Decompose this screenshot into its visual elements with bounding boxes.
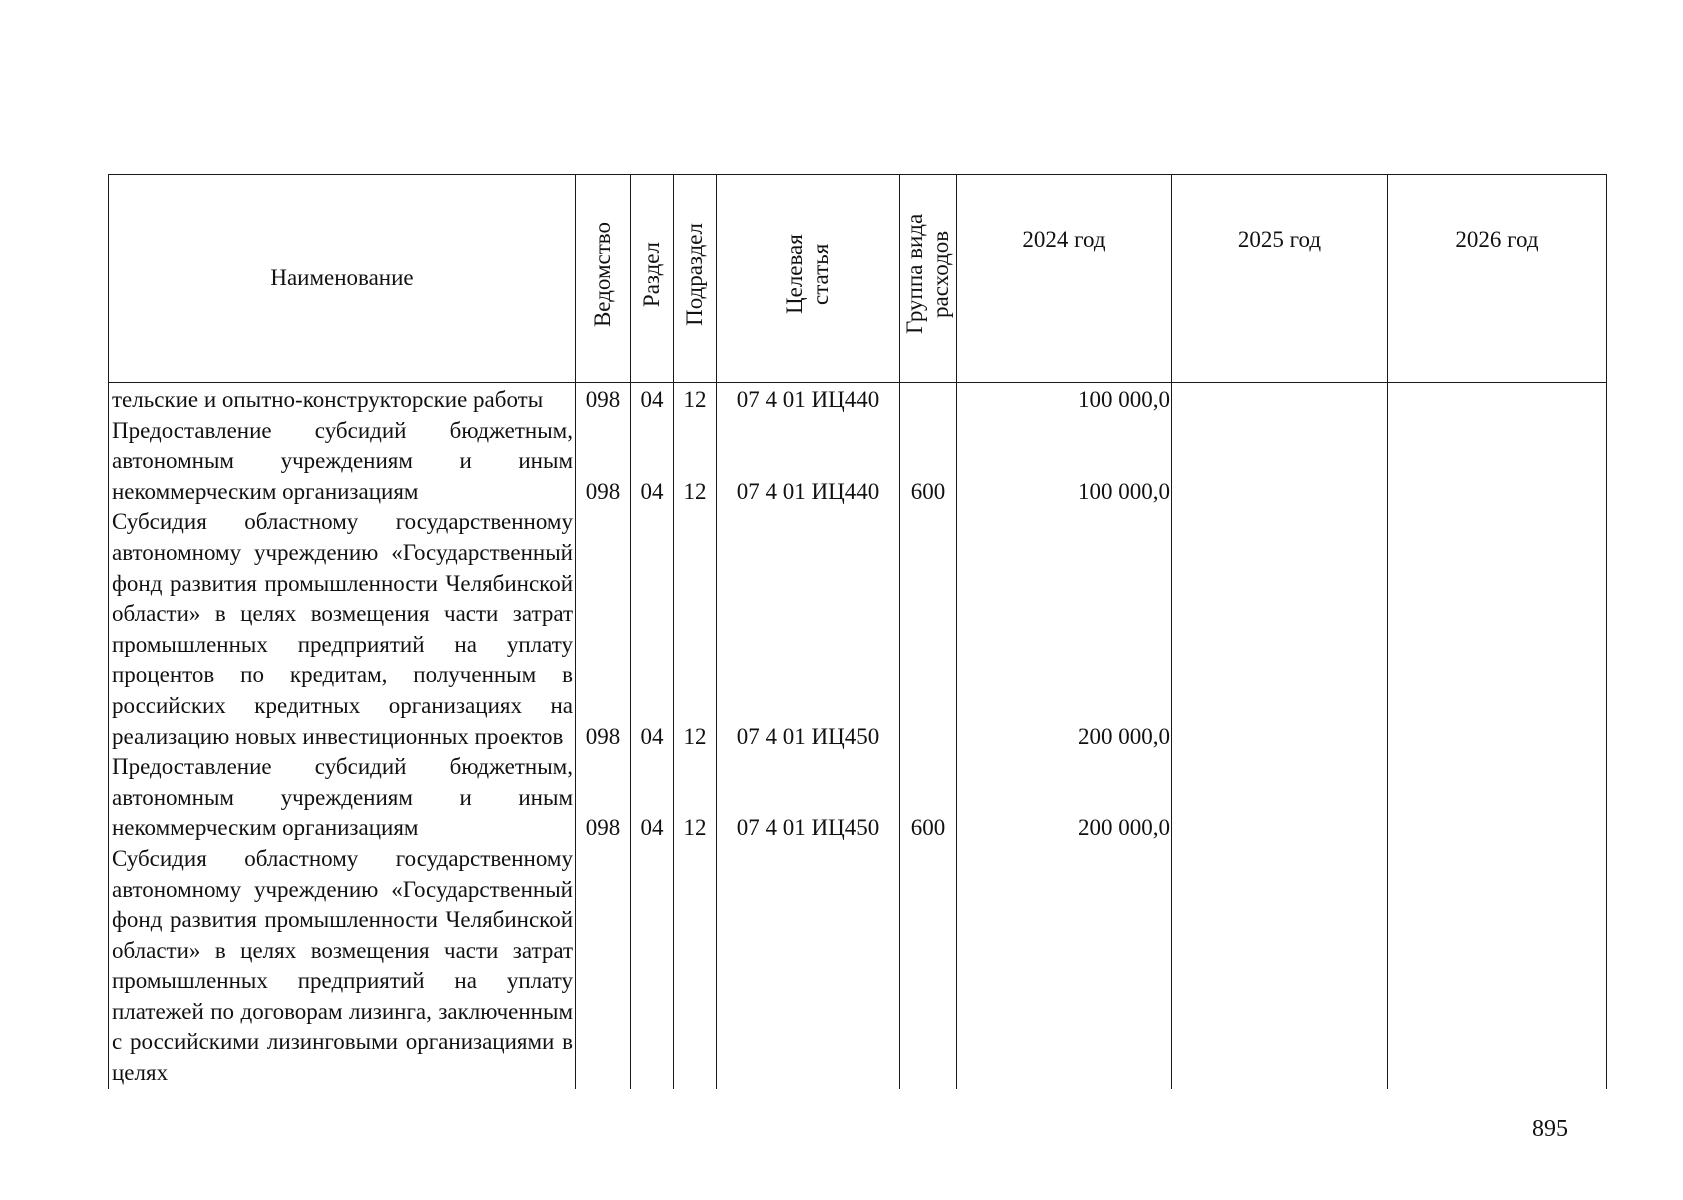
row-subsection — [674, 844, 717, 1089]
header-target: Целевая статья — [717, 175, 900, 383]
row-amount-2025 — [1172, 844, 1388, 1089]
row-amount-2026 — [1388, 507, 1607, 752]
table-row — [109, 752, 1607, 844]
table-row — [109, 416, 1607, 508]
row-amount-2026 — [1388, 383, 1607, 416]
row-section — [631, 844, 674, 1089]
row-amount-2024: 200 000,0 — [957, 507, 1172, 752]
row-name: тельские и опытно-конструкторские работы — [109, 383, 576, 416]
row-subsection: 12 — [674, 416, 717, 508]
budget-table-page — [108, 174, 1606, 1098]
row-amount-2025 — [1172, 507, 1388, 752]
row-section: 04 — [631, 416, 674, 508]
budget-table — [108, 174, 1607, 1089]
header-year-2025: 2025 год — [1172, 175, 1388, 383]
row-exp-group — [900, 507, 957, 752]
row-subsection: 12 — [674, 383, 717, 416]
row-name: Субсидия областному государственному автономному учреждению «Государственный фонд развития промышленности Челябинской области» в целях возмещения части затрат промышленных предприятий на уплату платежей по договорам лизинга, заключенным с российскими лизинговыми организациями в целях — [109, 844, 576, 1089]
row-section: 04 — [631, 752, 674, 844]
row-dept — [576, 844, 631, 1089]
row-amount-2024: 200 000,0 — [957, 752, 1172, 844]
row-dept: 098 — [576, 507, 631, 752]
row-subsection: 12 — [674, 752, 717, 844]
row-target: 07 4 01 ИЦ450 — [717, 752, 900, 844]
row-amount-2025 — [1172, 416, 1388, 508]
row-target: 07 4 01 ИЦ450 — [717, 507, 900, 752]
row-exp-group: 600 — [900, 752, 957, 844]
table-row — [109, 844, 1607, 1089]
row-exp-group — [900, 383, 957, 416]
row-target: 07 4 01 ИЦ440 — [717, 383, 900, 416]
row-subsection: 12 — [674, 507, 717, 752]
row-amount-2025 — [1172, 752, 1388, 844]
row-dept: 098 — [576, 752, 631, 844]
row-name: Предоставление субсидий бюджетным, автономным учреждениям и иным некоммерческим организациям — [109, 752, 576, 844]
header-year-2024: 2024 год — [957, 175, 1172, 383]
row-amount-2024: 100 000,0 — [957, 383, 1172, 416]
row-amount-2026 — [1388, 752, 1607, 844]
row-exp-group — [900, 844, 957, 1089]
page-number: 895 — [1532, 1116, 1568, 1142]
row-amount-2026 — [1388, 416, 1607, 508]
row-exp-group: 600 — [900, 416, 957, 508]
row-target: 07 4 01 ИЦ440 — [717, 416, 900, 508]
row-target — [717, 844, 900, 1089]
row-section: 04 — [631, 507, 674, 752]
header-subsection: Подраздел — [674, 175, 717, 383]
row-name: Предоставление субсидий бюджетным, автономным учреждениям и иным некоммерческим организациям — [109, 416, 576, 508]
row-dept: 098 — [576, 383, 631, 416]
table-header-row — [109, 175, 1607, 383]
row-amount-2026 — [1388, 844, 1607, 1089]
row-amount-2024 — [957, 844, 1172, 1089]
header-name: Наименование — [109, 175, 576, 383]
header-dept: Ведомство — [576, 175, 631, 383]
header-year-2026: 2026 год — [1388, 175, 1607, 383]
row-amount-2025 — [1172, 383, 1388, 416]
row-dept: 098 — [576, 416, 631, 508]
row-section: 04 — [631, 383, 674, 416]
header-section: Раздел — [631, 175, 674, 383]
table-row — [109, 383, 1607, 416]
table-row — [109, 507, 1607, 752]
row-name: Субсидия областному государственному автономному учреждению «Государственный фонд развития промышленности Челябинской области» в целях возмещения части затрат промышленных предприятий на уплату процентов по кредитам, полученным в российских кредитных организациях на реализацию новых инвестиционных проектов — [109, 507, 576, 752]
header-exp-group: Группа вида расходов — [900, 175, 957, 383]
row-amount-2024: 100 000,0 — [957, 416, 1172, 508]
